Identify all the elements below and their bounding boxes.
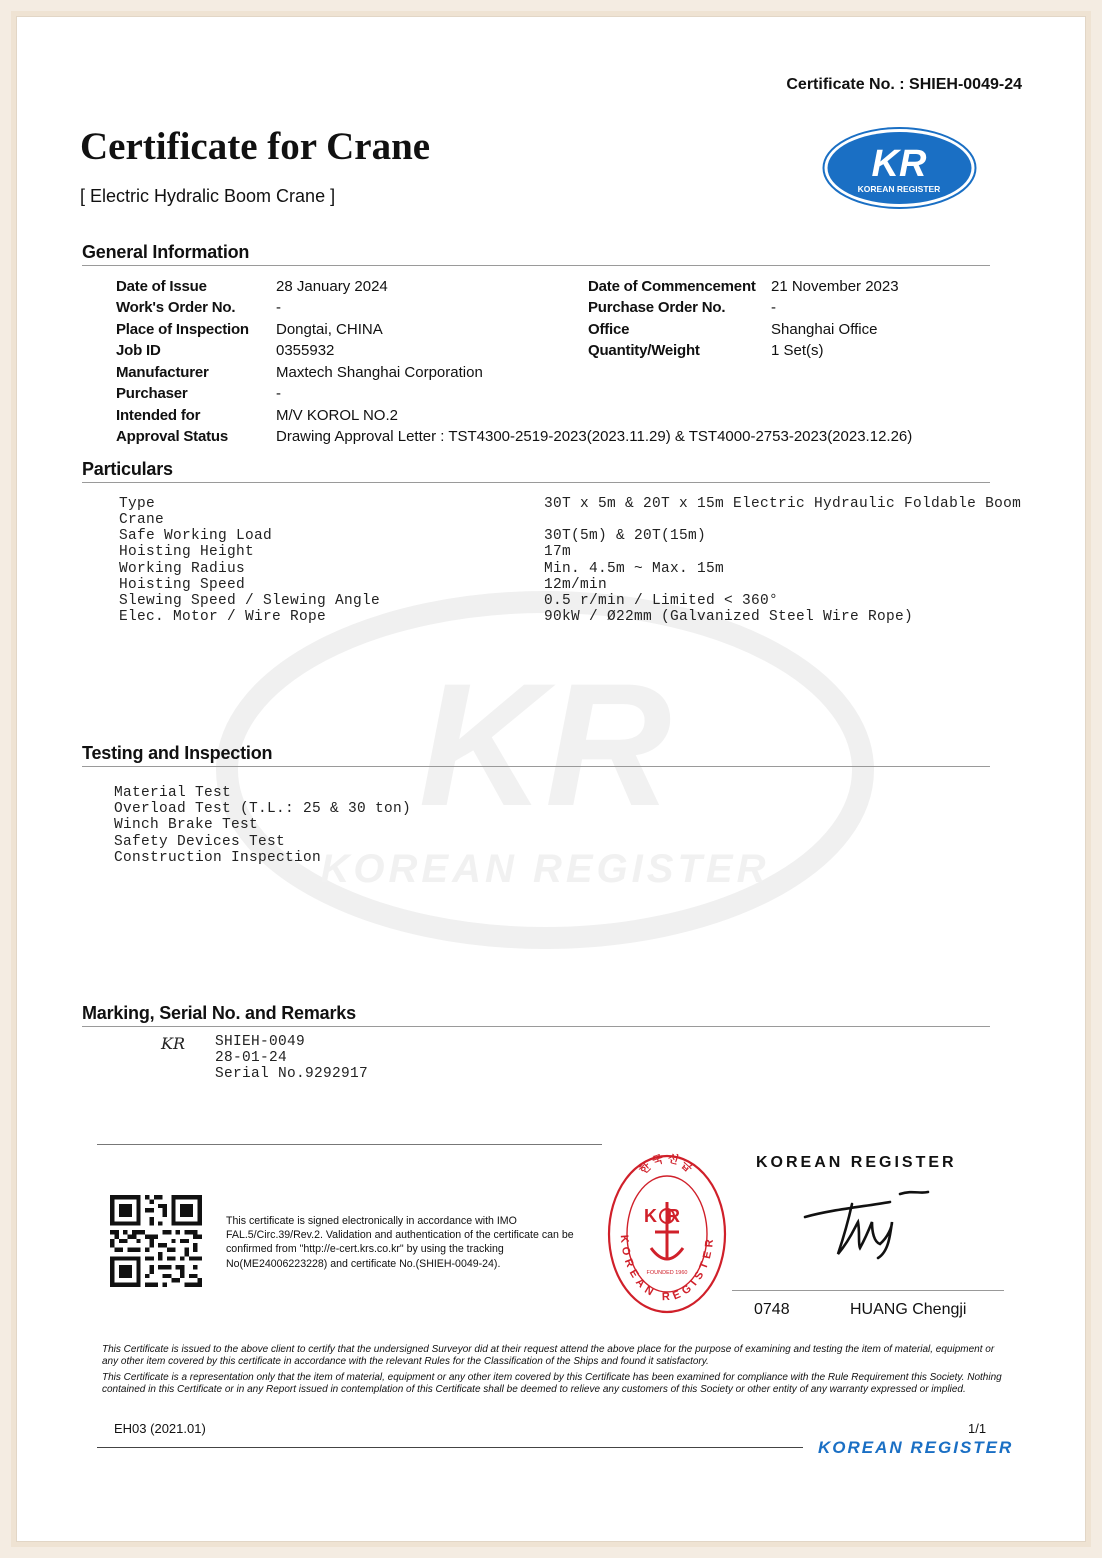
- qr-code-icon[interactable]: [110, 1195, 202, 1287]
- svg-text:KOREAN REGISTER: KOREAN REGISTER: [320, 847, 770, 891]
- electronic-signature-note: This certificate is signed electronically in accordance with IMO FAL.5/Circ.39/Rev.2. Validation and authentication of the certificate can be confirmed from "http://e-cert.krs.co.kr" by using the tracking No(ME24006223228) and certificate No.(SHIEH-0049-24).: [226, 1215, 574, 1270]
- svg-text:KR: KR: [644, 1206, 690, 1226]
- label-intended-for: Intended for: [116, 407, 201, 424]
- marking-line: SHIEH-0049: [215, 1034, 306, 1050]
- label-manufacturer: Manufacturer: [116, 364, 209, 381]
- particular-label-safe-working-load: Safe Working Load: [119, 528, 273, 544]
- label-place-of-inspection: Place of Inspection: [116, 321, 249, 338]
- value-approval-status: Drawing Approval Letter : TST4300-2519-2023(2023.11.29) & TST4000-2753-2023(2023.12.26): [276, 428, 913, 445]
- signature-line: [732, 1290, 1004, 1291]
- particular-value-working-radius: Min. 4.5m ~ Max. 15m: [544, 561, 725, 577]
- test-item: Safety Devices Test: [114, 834, 286, 850]
- test-item: Winch Brake Test: [114, 817, 259, 833]
- value-intended-for: M/V KOROL NO.2: [276, 407, 398, 424]
- form-code: EH03 (2021.01): [114, 1421, 206, 1436]
- value-job-id: 0355932: [276, 342, 335, 359]
- page-number: 1/1: [968, 1421, 987, 1436]
- value-purchaser: -: [276, 385, 281, 402]
- issuing-organization: KOREAN REGISTER: [756, 1154, 957, 1171]
- svg-text:KR: KR: [161, 1034, 185, 1052]
- svg-text:KOREAN REGISTER: KOREAN REGISTER: [617, 1234, 717, 1304]
- surveyor-name: HUANG Chengji: [850, 1301, 967, 1318]
- particular-value-slewing: 0.5 r/min / Limited < 360°: [544, 593, 779, 609]
- test-item: Construction Inspection: [114, 850, 322, 866]
- page-subtitle: [ Electric Hydralic Boom Crane ]: [80, 186, 336, 206]
- certificate-number: Certificate No. : SHIEH-0049-24: [786, 76, 1022, 93]
- korean-register-watermark: [215, 590, 875, 950]
- label-approval-status: Approval Status: [116, 428, 229, 445]
- value-purchase-order-no: -: [771, 299, 776, 316]
- testing-heading: Testing and Inspection: [82, 743, 990, 767]
- test-item: Overload Test (T.L.: 25 & 30 ton): [114, 801, 412, 817]
- particular-value-motor-rope: 90kW / Ø22mm (Galvanized Steel Wire Rope): [544, 609, 914, 625]
- particular-value-safe-working-load: 30T(5m) & 20T(15m): [544, 528, 707, 544]
- label-quantity-weight: Quantity/Weight: [588, 342, 700, 359]
- kr-stamp-icon: [160, 1034, 186, 1052]
- label-date-of-commencement: Date of Commencement: [588, 278, 756, 295]
- label-purchaser: Purchaser: [116, 385, 188, 402]
- particular-value-type: 30T x 5m & 20T x 15m Electric Hydraulic Foldable Boom: [544, 496, 1022, 512]
- value-manufacturer: Maxtech Shanghai Corporation: [276, 364, 483, 381]
- particular-value-hoisting-height: 17m: [544, 544, 572, 560]
- brand-footer: KOREAN REGISTER: [818, 1438, 1014, 1457]
- particular-label-working-radius: Working Radius: [119, 561, 246, 577]
- particular-label-type: Type: [119, 496, 156, 512]
- particular-label-slewing: Slewing Speed / Slewing Angle: [119, 593, 381, 609]
- svg-text:KR: KR: [871, 143, 927, 185]
- marking-line: 28-01-24: [215, 1050, 288, 1066]
- particular-label-hoisting-speed: Hoisting Speed: [119, 577, 246, 593]
- particular-label-motor-rope: Elec. Motor / Wire Rope: [119, 609, 327, 625]
- surveyor-number: 0748: [754, 1301, 790, 1318]
- particular-label-hoisting-height: Hoisting Height: [119, 544, 255, 560]
- marking-heading: Marking, Serial No. and Remarks: [82, 1003, 990, 1027]
- value-quantity-weight: 1 Set(s): [771, 342, 824, 359]
- korean-register-seal: [605, 1152, 729, 1316]
- label-purchase-order-no: Purchase Order No.: [588, 299, 726, 316]
- value-date-of-commencement: 21 November 2023: [771, 278, 899, 295]
- disclaimer-representation: This Certificate is a representation only that the item of material, equipment or any other item covered by this Certificate has been examined for compliance with the Rule Requirement this Society. Nothing contained in this Certificate or in any Report issued in contemplation of this Certificate shall be deemed to relieve any customers of this Society or other entity of any warranty expressed or implied.: [102, 1372, 1002, 1395]
- particular-label-crane: Crane: [119, 512, 165, 528]
- value-office: Shanghai Office: [771, 321, 878, 338]
- svg-text:FOUNDED 1960: FOUNDED 1960: [646, 1270, 688, 1276]
- value-date-of-issue: 28 January 2024: [276, 278, 388, 295]
- general-information-heading: General Information: [82, 242, 990, 266]
- korean-register-logo: [822, 126, 977, 210]
- label-office: Office: [588, 321, 630, 338]
- particulars-heading: Particulars: [82, 459, 990, 483]
- particular-value-hoisting-speed: 12m/min: [544, 577, 608, 593]
- test-item: Material Test: [114, 785, 232, 801]
- marking-line: Serial No.9292917: [215, 1066, 369, 1082]
- page-title: Certificate for Crane: [80, 125, 431, 168]
- surveyor-signature: [800, 1182, 935, 1262]
- svg-text:KR: KR: [418, 648, 672, 843]
- label-works-order-no: Work's Order No.: [116, 299, 236, 316]
- label-date-of-issue: Date of Issue: [116, 278, 207, 295]
- value-place-of-inspection: Dongtai, CHINA: [276, 321, 383, 338]
- bottom-divider: [97, 1447, 803, 1448]
- svg-text:KOREAN REGISTER: KOREAN REGISTER: [857, 184, 941, 194]
- svg-text:한국선급: 한국선급: [636, 1152, 698, 1177]
- divider: [97, 1144, 602, 1145]
- value-works-order-no: -: [276, 299, 281, 316]
- label-job-id: Job ID: [116, 342, 161, 359]
- disclaimer-issued: This Certificate is issued to the above client to certify that the undersigned Surveyor did at their request attend the above place for the purpose of examining and testing the item of material, equipment or any other item covered by this certificate in accordance with the relevant Rules for the Classification of the Ships and found it satisfactory.: [102, 1344, 995, 1367]
